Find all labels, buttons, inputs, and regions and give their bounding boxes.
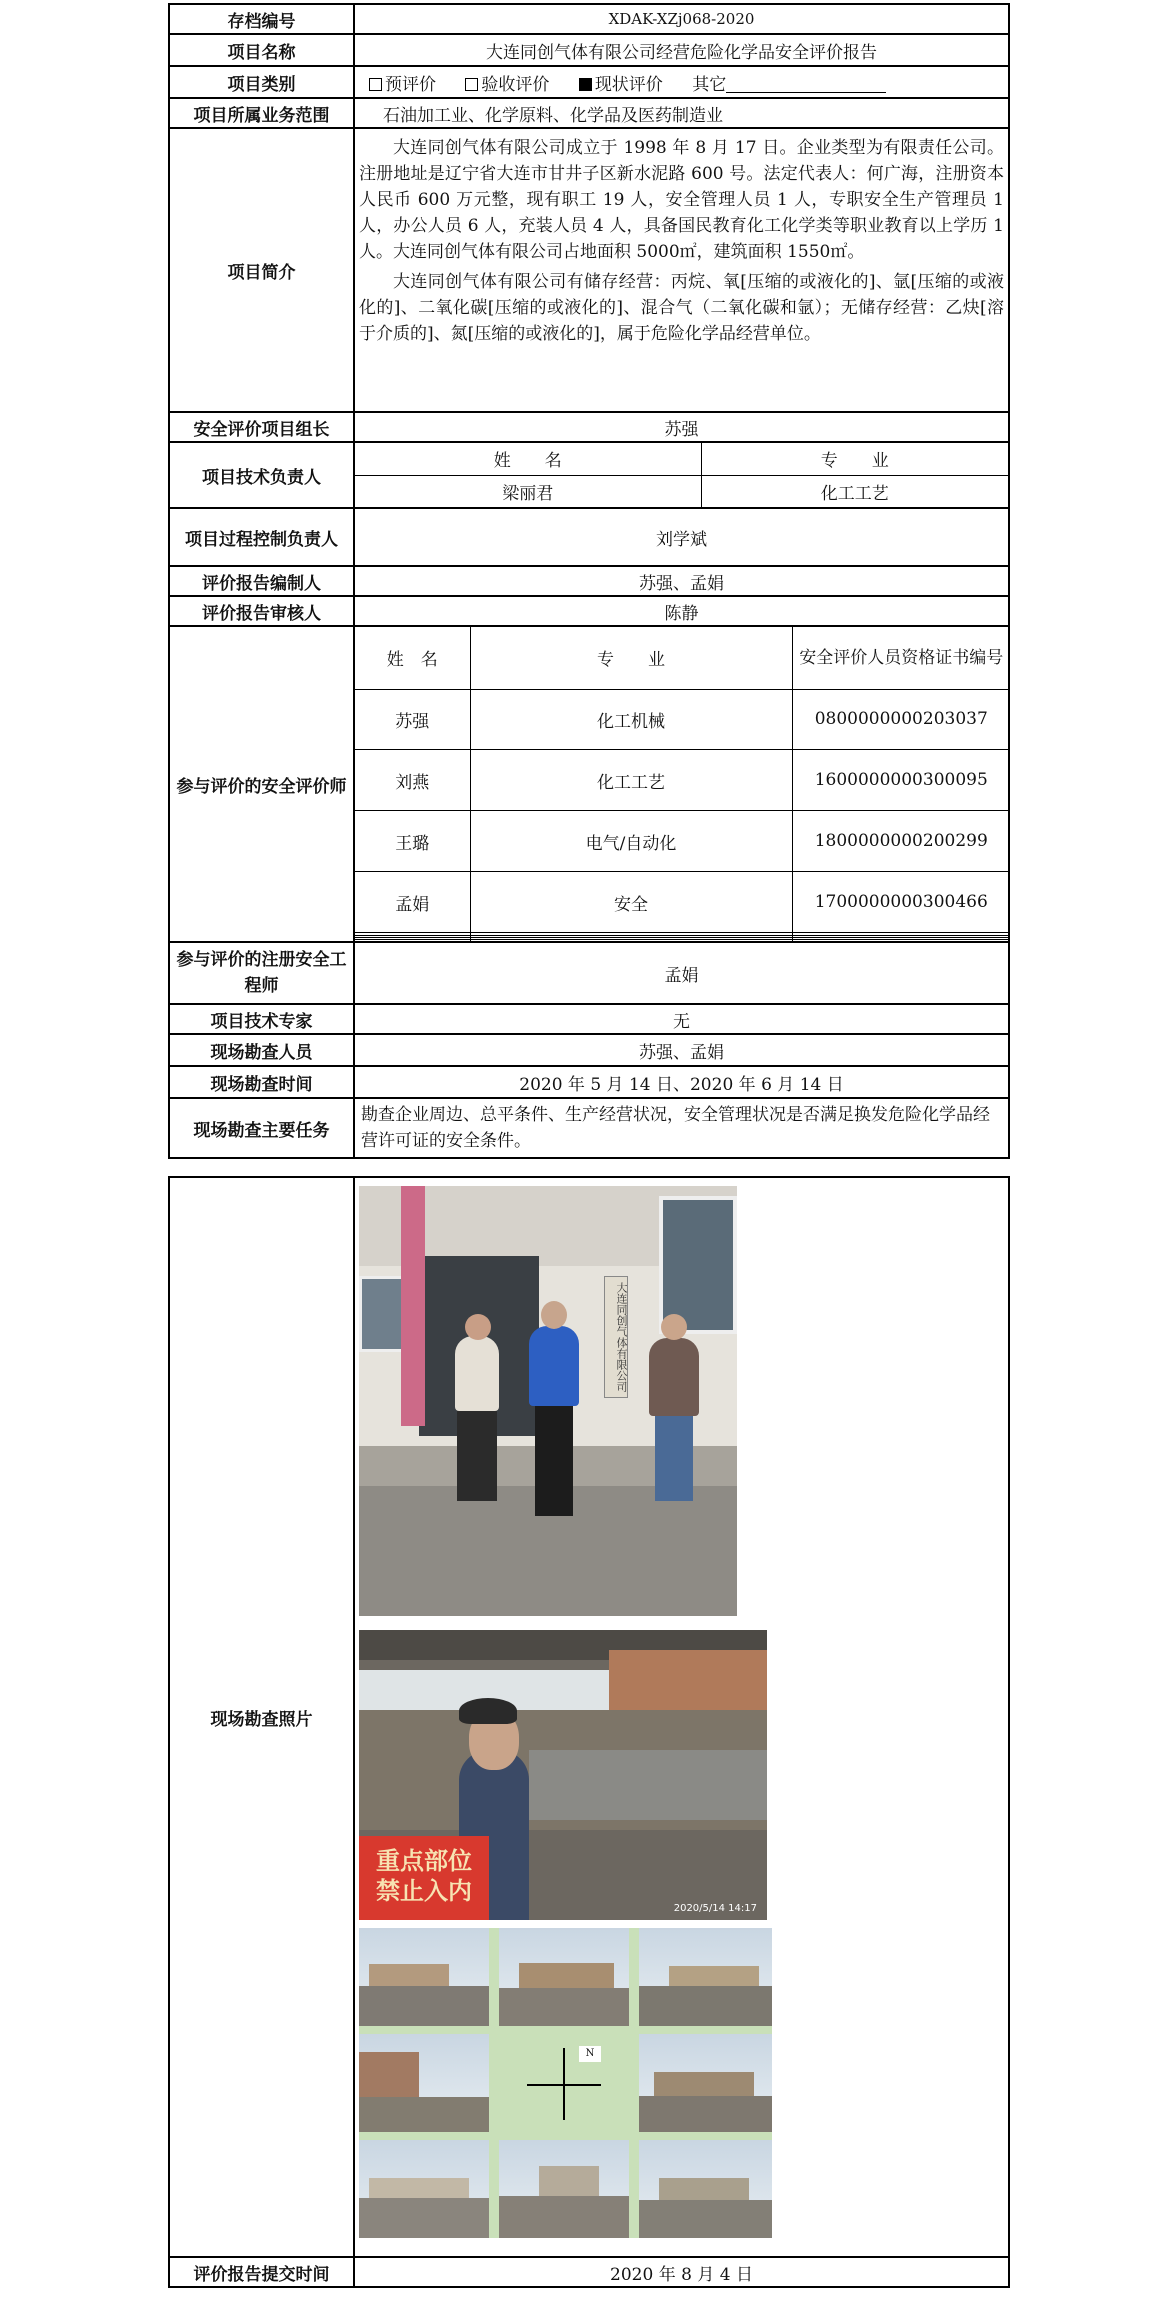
table-row — [355, 811, 1010, 872]
warning-sign — [359, 1836, 489, 1920]
compass-north-label: N — [579, 2046, 601, 2062]
grid-photo-s — [499, 2140, 629, 2238]
site-time-label: 现场勘查时间 — [169, 1066, 354, 1098]
project-name-label: 项目名称 — [169, 34, 354, 66]
option-label: 验收评价 — [481, 74, 550, 95]
process-lead-value: 刘学斌 — [354, 508, 1009, 566]
grid-photo-se — [639, 2140, 772, 2238]
photos-label: 现场勘查照片 — [169, 1177, 354, 2257]
grid-photo-ne — [639, 1928, 772, 2026]
submit-value: 2020 年 8 月 4 日 — [354, 2257, 1009, 2287]
option-pre-eval[interactable] — [369, 70, 436, 95]
warning-sign-line-1: 重点部位 — [376, 1847, 472, 1875]
option-label: 其它 — [692, 74, 727, 95]
grid-photo-nw — [359, 1928, 489, 2026]
tech-lead-major: 化工工艺 — [701, 475, 1008, 507]
table-row — [355, 872, 1010, 933]
table-row — [355, 689, 1010, 750]
site-photos-table — [168, 1176, 1010, 2288]
option-other[interactable] — [692, 70, 886, 95]
tech-lead-name: 梁丽君 — [355, 475, 701, 507]
engineer-value: 孟娟 — [354, 942, 1009, 1004]
checkbox-icon — [465, 78, 478, 91]
tech-lead-col-name: 姓 名 — [355, 443, 701, 475]
evaluator-major: 化工机械 — [470, 689, 792, 750]
company-sign: 大连同创气体有限公司 — [604, 1276, 628, 1398]
tech-lead-col-major: 专 业 — [701, 443, 1008, 475]
table-row — [355, 750, 1010, 811]
evaluator-name: 王璐 — [355, 811, 470, 872]
warning-sign-line-2: 禁止入内 — [376, 1877, 472, 1905]
other-blank — [726, 78, 886, 93]
archive-label: 存档编号 — [169, 4, 354, 34]
site-time-value: 2020 年 5 月 14 日、2020 年 6 月 14 日 — [354, 1066, 1009, 1098]
site-task-value: 勘查企业周边、总平条件、生产经营状况，安全管理状况是否满足换发危险化学品经营许可证的安全条件。 — [354, 1098, 1009, 1158]
checkbox-checked-icon — [579, 78, 592, 91]
evaluator-major: 安全 — [470, 872, 792, 933]
intro-text — [354, 128, 1009, 412]
leader-value: 苏强 — [354, 412, 1009, 442]
process-lead-label: 项目过程控制负责人 — [169, 508, 354, 566]
site-staff-value: 苏强、孟娟 — [354, 1034, 1009, 1066]
scope-value: 石油加工业、化学原料、化学品及医药制造业 — [354, 98, 1009, 128]
report-info-table — [168, 3, 1010, 1159]
evaluators-label: 参与评价的安全评价师 — [169, 626, 354, 942]
site-task-label: 现场勘查主要任务 — [169, 1098, 354, 1158]
compiler-value: 苏强、孟娟 — [354, 566, 1009, 596]
site-photo-grid — [359, 1928, 772, 2238]
evaluator-cert: 0800000000203037 — [792, 689, 1010, 750]
grid-photo-e — [639, 2034, 772, 2132]
project-type-options — [354, 66, 1009, 98]
site-photo-entrance — [359, 1186, 737, 1616]
site-photo-warehouse — [359, 1630, 767, 1920]
grid-photo-w — [359, 2034, 489, 2132]
site-staff-label: 现场勘查人员 — [169, 1034, 354, 1066]
grid-photo-sw — [359, 2140, 489, 2238]
evaluator-name: 孟娟 — [355, 872, 470, 933]
leader-label: 安全评价项目组长 — [169, 412, 354, 442]
expert-label: 项目技术专家 — [169, 1004, 354, 1034]
photo-timestamp: 2020/5/14 14:17 — [673, 1903, 757, 1914]
evaluator-cert: 1600000000300095 — [792, 750, 1010, 811]
project-type-label: 项目类别 — [169, 66, 354, 98]
submit-label: 评价报告提交时间 — [169, 2257, 354, 2287]
compiler-label: 评价报告编制人 — [169, 566, 354, 596]
tech-lead-label: 项目技术负责人 — [169, 442, 354, 508]
engineer-label: 参与评价的注册安全工程师 — [169, 942, 354, 1004]
intro-paragraph-1: 大连同创气体有限公司成立于 1998 年 8 月 17 日。企业类型为有限责任公司。注册地址是辽宁省大连市甘井子区新水泥路 600 号。法定代表人：何广海，注册资本人民币 600 万元整，现有职工 19 人，安全管理人员 1 人，专职安全生产管理员 1 人，办公人员 6 人，充装人员 4 人，具备国民教育化工化学类等职业教育以上学历 1 人。大连同创气体有限公司占地面积 5000㎡，建筑面积 1550㎡。 — [359, 138, 1004, 262]
evaluators-header-name: 姓 名 — [355, 627, 470, 689]
evaluators-table — [355, 627, 1010, 941]
evaluator-name: 刘燕 — [355, 750, 470, 811]
compass-panel — [499, 2034, 629, 2132]
evaluators-header-major: 专 业 — [470, 627, 792, 689]
scope-label: 项目所属业务范围 — [169, 98, 354, 128]
evaluator-name: 苏强 — [355, 689, 470, 750]
expert-value: 无 — [354, 1004, 1009, 1034]
option-acceptance-eval[interactable] — [465, 70, 549, 95]
table-row-empty — [355, 940, 1010, 941]
reviewer-label: 评价报告审核人 — [169, 596, 354, 626]
option-label: 预评价 — [385, 74, 436, 95]
evaluators-header-cert: 安全评价人员资格证书编号 — [792, 627, 1010, 689]
evaluator-cert: 1800000000200299 — [792, 811, 1010, 872]
checkbox-icon — [369, 78, 382, 91]
archive-value: XDAK-XZj068-2020 — [354, 4, 1009, 34]
intro-paragraph-2: 大连同创气体有限公司有储存经营：丙烷、氧[压缩的或液化的]、氩[压缩的或液化的]、二氧化碳[压缩的或液化的]、混合气（二氧化碳和氩）；无储存经营：乙炔[溶于介质的]、氮[压缩的或液化的]，属于危险化学品经营单位。 — [359, 272, 1004, 344]
grid-photo-n — [499, 1928, 629, 2026]
option-current-eval[interactable] — [579, 70, 663, 95]
project-name-value: 大连同创气体有限公司经营危险化学品安全评价报告 — [354, 34, 1009, 66]
reviewer-value: 陈静 — [354, 596, 1009, 626]
photos-cell — [354, 1177, 1009, 2257]
intro-label: 项目简介 — [169, 128, 354, 412]
option-label: 现状评价 — [594, 74, 663, 95]
evaluator-cert: 1700000000300466 — [792, 872, 1010, 933]
evaluator-major: 电气/自动化 — [470, 811, 792, 872]
evaluator-major: 化工工艺 — [470, 750, 792, 811]
